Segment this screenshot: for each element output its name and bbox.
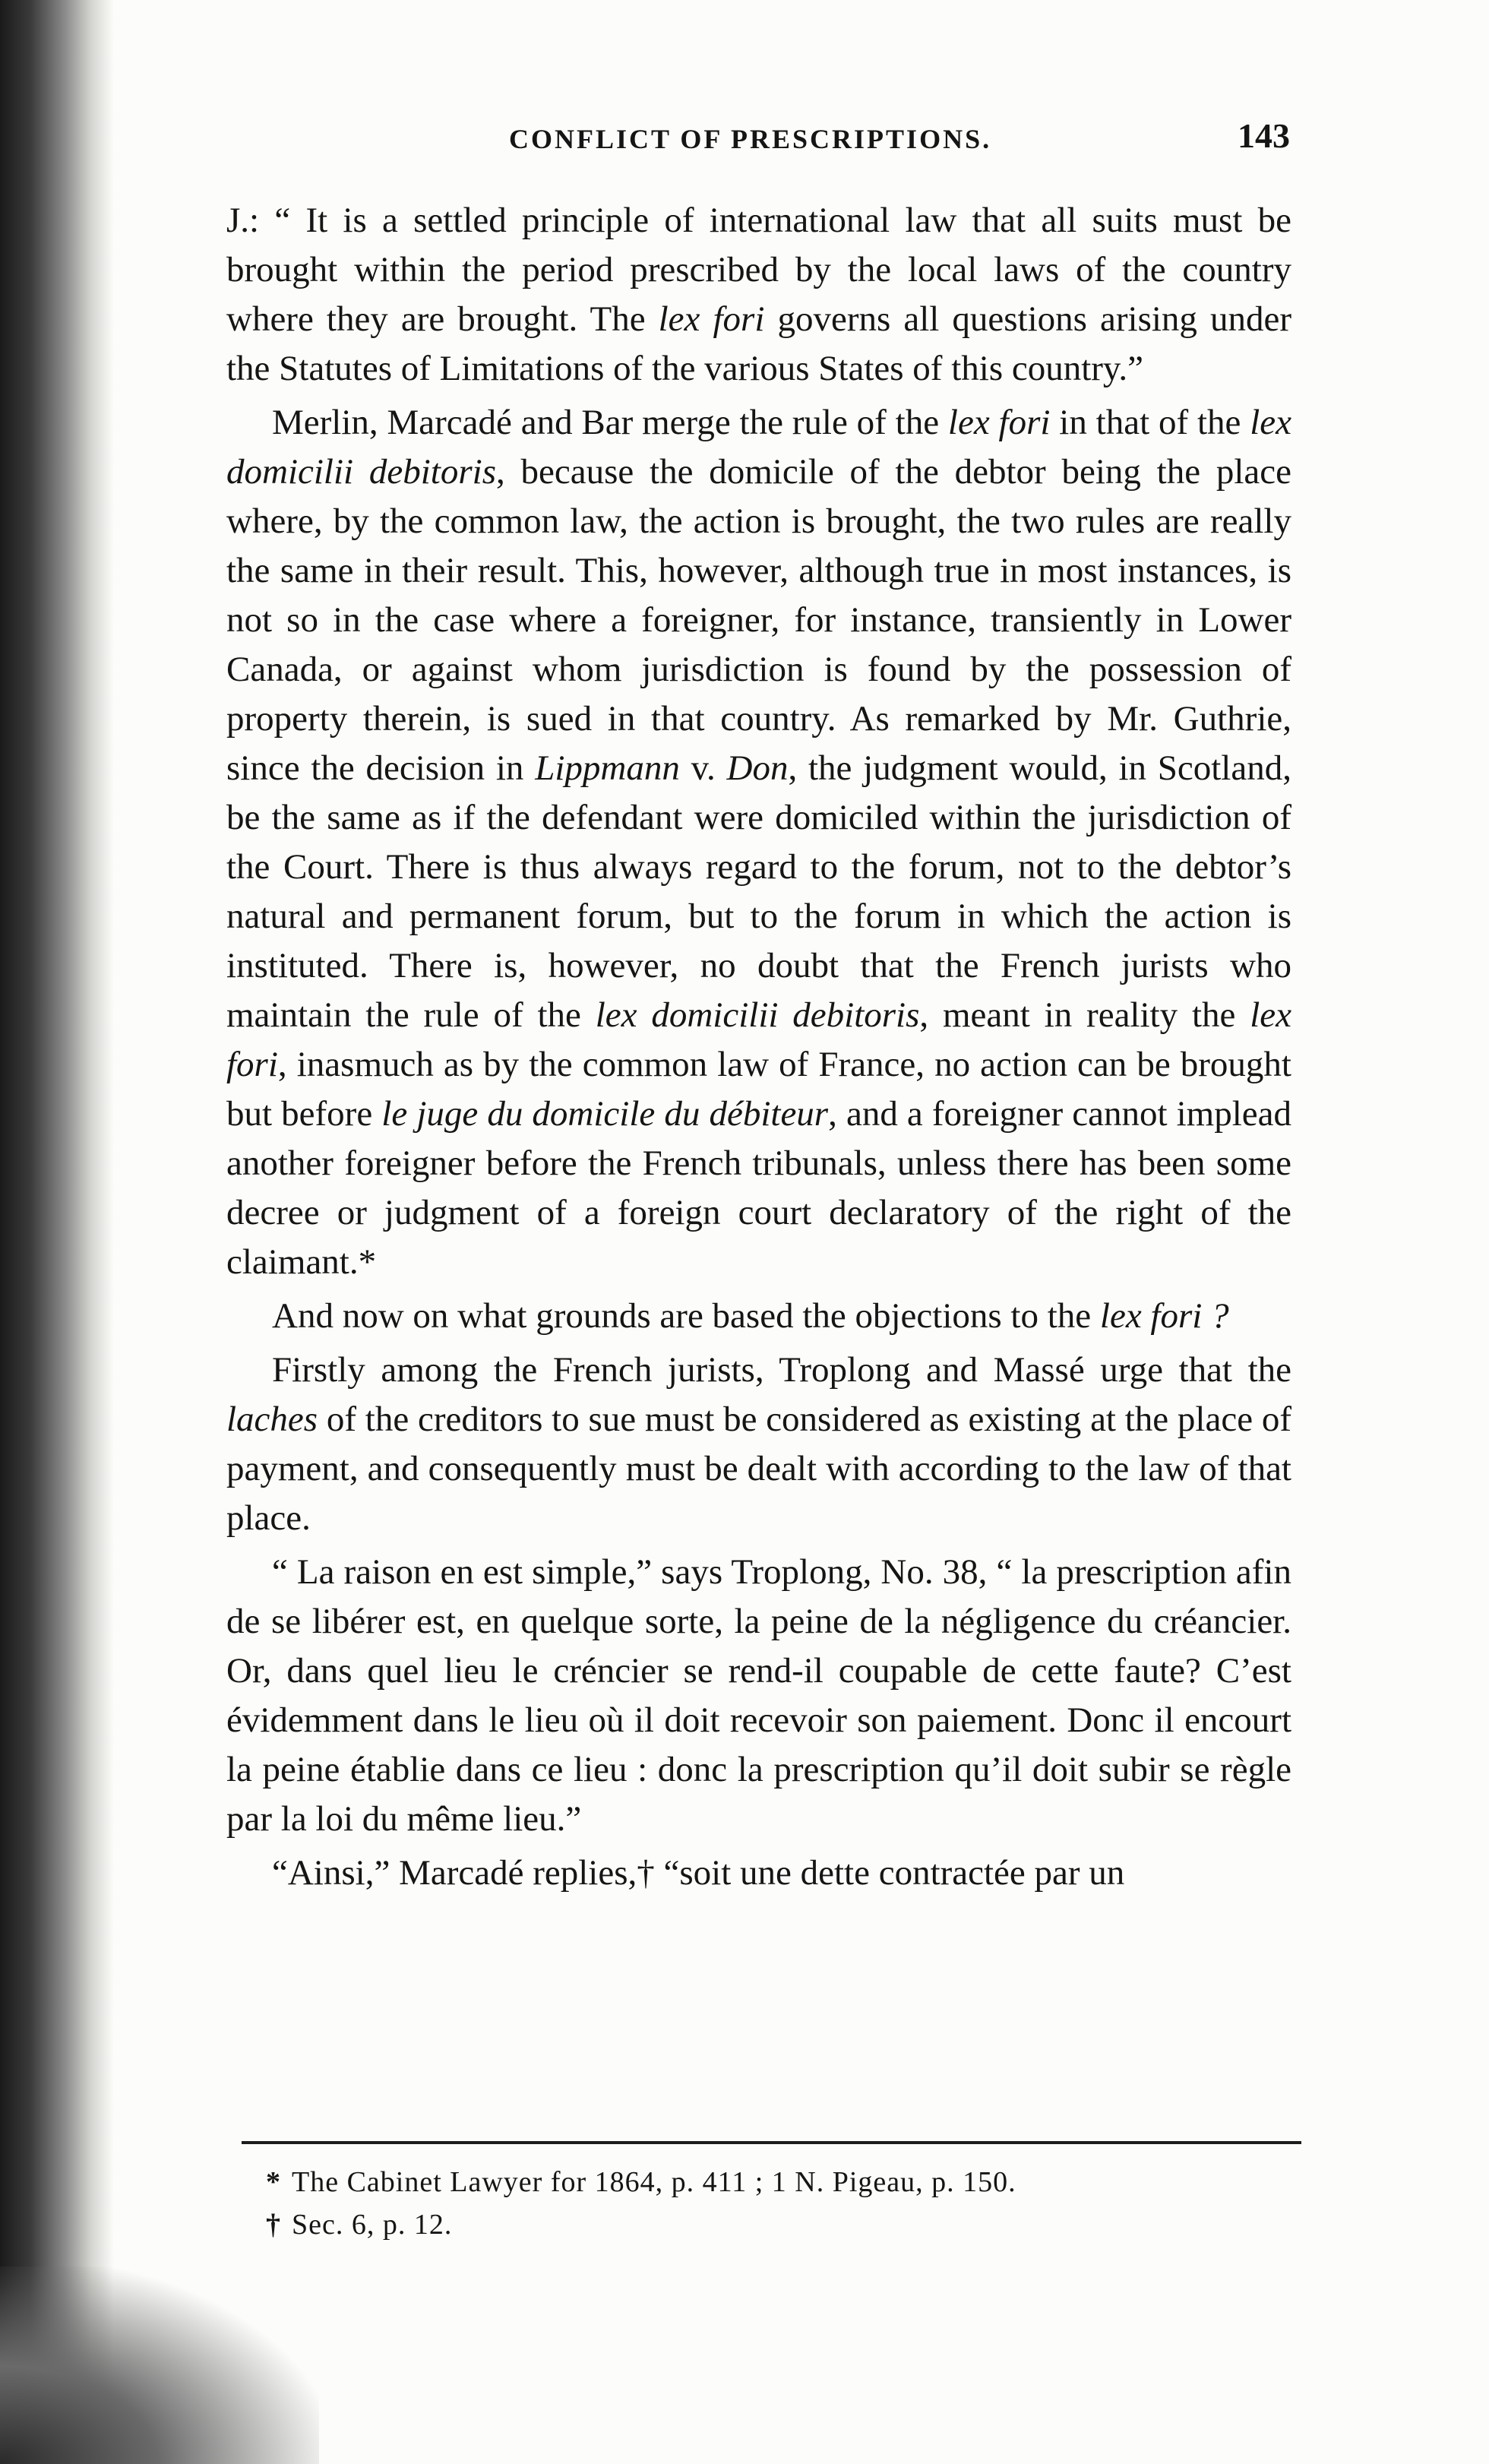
footnote [266, 2161, 1291, 2203]
running-head: CONFLICT OF PRESCRIPTIONS. [509, 124, 992, 154]
footnote-text: The Cabinet Lawyer for 1864, p. 411 ; 1 N. Pigeau, p. 150. [292, 2166, 1016, 2198]
page-corner-shadow [0, 2266, 319, 2464]
footnote [266, 2203, 1291, 2246]
paragraph: Merlin, Marcadé and Bar merge the rule of the lex fori in that of the lex domicilii debitoris, because the domicile of the debtor being the place where, by the common law, the action is brought, the two rules are really the same in their result. This, however, although true in most instances, is not so in the case where a foreigner, for instance, transiently in Lower Canada, or against whom jurisdiction is found by the possession of property therein, is sued in that country. As remarked by Mr. Guthrie, since the decision in Lippmann v. Don, the judgment would, in Scotland, be the same as if the defendant were domiciled within the jurisdiction of the Court. There is thus always regard to the forum, not to the debtor’s natural and permanent forum, but to the forum in which the action is instituted. There is, however, no doubt that the French jurists who maintain the rule of the lex domicilii debitoris, meant in reality the lex fori, inasmuch as by the common law of France, no action can be brought but before le juge du domicile du débiteur, and a foreigner cannot implead another foreigner before the French tribunals, unless there has been some decree or judgment of a foreign court declaratory of the right of the claimant.* [226, 403, 1292, 1282]
paragraph: “Ainsi,” Marcadé replies,† “soit une dette contractée par un [272, 1853, 1125, 1893]
footnote-mark: * [266, 2166, 281, 2198]
paragraph: J.: “ It is a settled principle of international law that all suits must be brought within the period prescribed by the local laws of the country where they are brought. The lex fori governs all questions arising under the Statutes of Limitations of the various States of this country.” [226, 201, 1291, 388]
page-header [228, 116, 1290, 166]
footnotes [266, 2161, 1291, 2246]
footnote-text: Sec. 6, p. 12. [292, 2209, 453, 2241]
paragraph: “ La raison en est simple,” says Troplong, No. 38, “ la prescription afin de se libérer est, en quelque sorte, la peine de la négligence du créancier. Or, dans quel lieu le créncier se rend-il coupable de cette faute? C’est évidemment dans le lieu où il doit recevoir son paiement. Donc il encourt la peine établie dans ce lieu : donc la prescription qu’il doit subir se règle par la loi du même lieu.” [226, 1552, 1291, 1839]
page-gutter-shadow [0, 0, 114, 2464]
body-text [226, 196, 1291, 1898]
footnote-rule [242, 2141, 1301, 2144]
paragraph: And now on what grounds are based the objections to the lex fori ? [272, 1296, 1229, 1336]
paragraph: Firstly among the French jurists, Troplong and Massé urge that the laches of the creditors to sue must be considered as existing at the place of payment, and consequently must be dealt with according to the law of that place. [226, 1350, 1291, 1538]
page-number: 143 [1238, 116, 1290, 155]
footnote-mark: † [266, 2209, 281, 2241]
